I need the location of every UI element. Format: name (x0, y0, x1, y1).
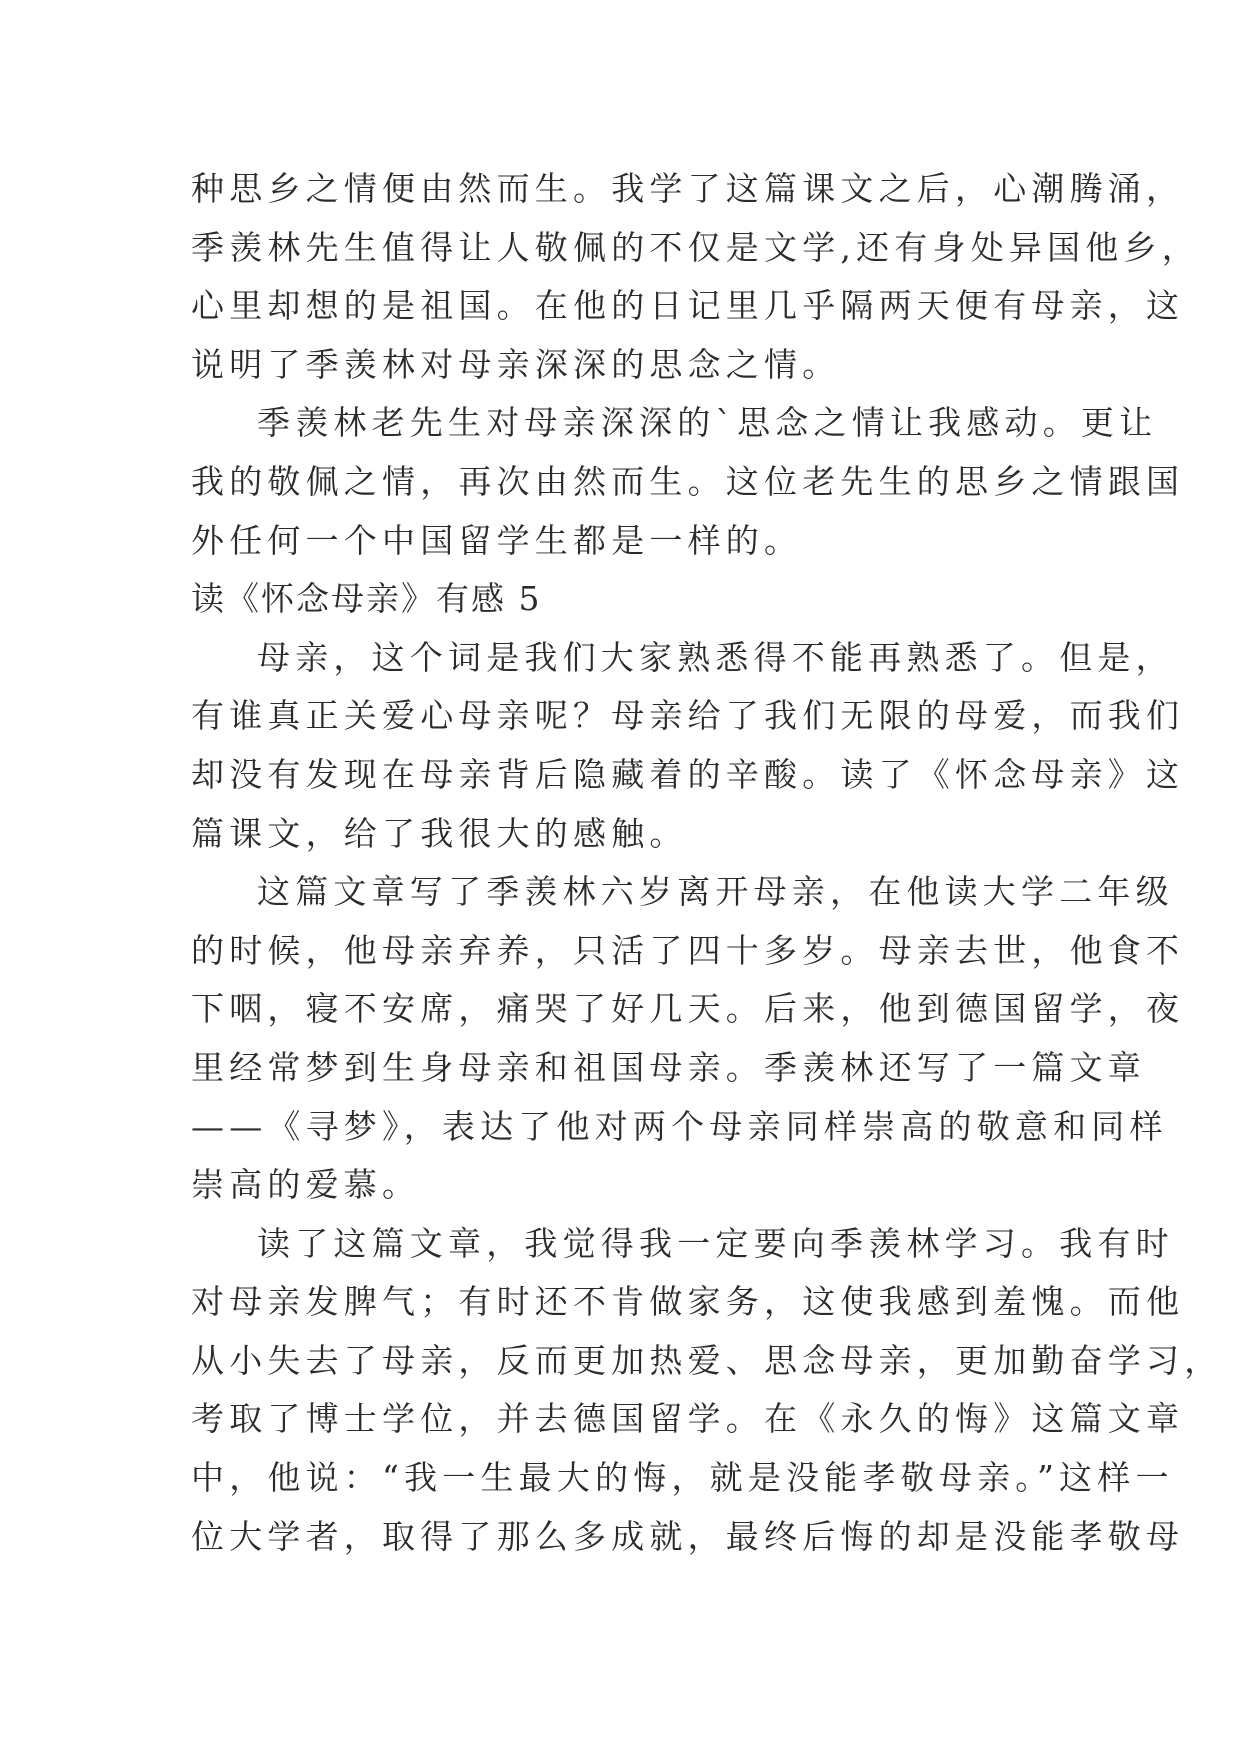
text-line: 的时候，他母亲弃养，只活了四十多岁。母亲去世，他食不 (191, 930, 1185, 970)
text-line: 篇课文，给了我很大的感触。 (191, 813, 688, 853)
document-body (191, 160, 1223, 1566)
text-line: 说明了季羡林对母亲深深的思念之情。 (191, 344, 841, 384)
text-line: 位大学者，取得了那么多成就，最终后悔的却是没能孝敬母 (191, 1516, 1185, 1556)
text-line: 崇高的爱慕。 (191, 1165, 421, 1205)
paragraph-start-line: 这篇文章写了季羡林六岁离开母亲，在他读大学二年级 (257, 872, 1174, 912)
text-line: 外任何一个中国留学生都是一样的。 (191, 520, 803, 560)
text-line: 考取了博士学位，并去德国留学。在《永久的悔》这篇文章 (191, 1399, 1185, 1439)
text-line: 心里却想的是祖国。在他的日记里几乎隔两天便有母亲，这 (191, 286, 1185, 326)
section-heading: 读《怀念母亲》有感 5 (191, 579, 542, 619)
text-line: 季羡林先生值得让人敬佩的不仅是文学,还有身处异国他乡， (191, 227, 1200, 267)
paragraph-start-line: 季羡林老先生对母亲深深的`思念之情让我感动。更让 (257, 403, 1158, 443)
text-line: 种思乡之情便由然而生。我学了这篇课文之后，心潮腾涌， (191, 169, 1185, 208)
text-line: 里经常梦到生身母亲和祖国母亲。季羡林还写了一篇文章 (191, 1047, 1146, 1087)
paragraph-start-line: 母亲，这个词是我们大家熟悉得不能再熟悉了。但是， (257, 637, 1174, 677)
text-line: 却没有发现在母亲背后隐藏着的辛酸。读了《怀念母亲》这 (191, 754, 1185, 794)
text-line: 对母亲发脾气；有时还不肯做家务，这使我感到羞愧。而他 (191, 1282, 1185, 1322)
text-line: 从小失去了母亲，反而更加热爱、思念母亲，更加勤奋学习， (191, 1340, 1223, 1380)
text-line: ——《寻梦》，表达了他对两个母亲同样崇高的敬意和同样 (191, 1106, 1168, 1146)
text-line: 中，他说：“我一生最大的悔，就是没能孝敬母亲。”这样一 (191, 1458, 1174, 1498)
text-line: 我的敬佩之情，再次由然而生。这位老先生的思乡之情跟国 (191, 461, 1185, 501)
text-line: 有谁真正关爱心母亲呢？母亲给了我们无限的母爱，而我们 (191, 696, 1185, 736)
paragraph-start-line: 读了这篇文章，我觉得我一定要向季羡林学习。我有时 (257, 1223, 1174, 1263)
text-line: 下咽，寝不安席，痛哭了好几天。后来，他到德国留学，夜 (191, 989, 1185, 1029)
